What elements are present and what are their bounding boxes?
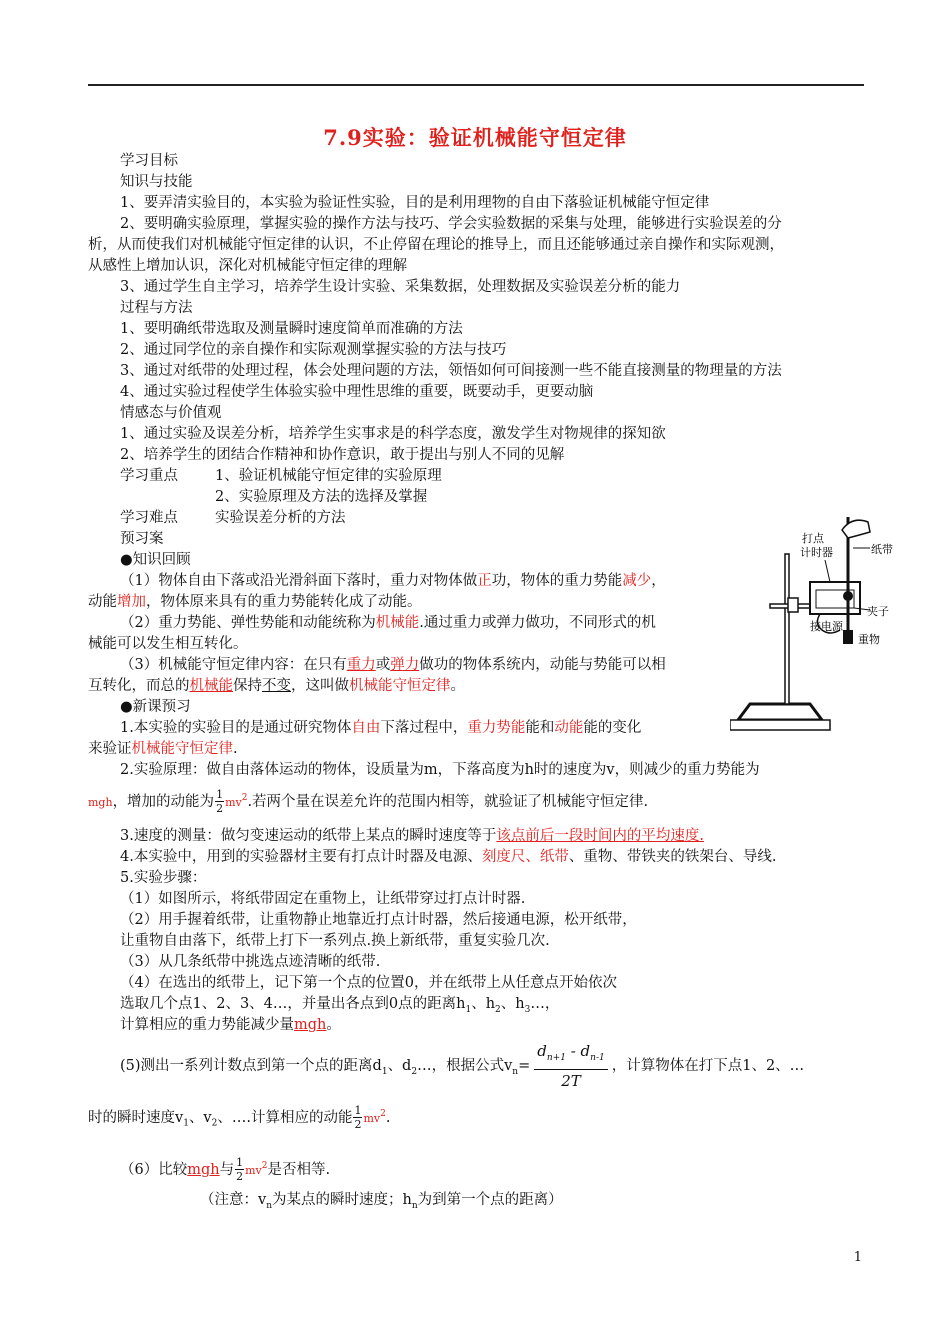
key-point-2: 2、实验原理及方法的选择及掌握 bbox=[215, 489, 428, 505]
objectives-heading: 学习目标 bbox=[120, 153, 178, 169]
emotion-heading: 情感态与价值观 bbox=[120, 405, 222, 421]
knowledge-2c: 从感性上增加认识，深化对机械能守恒定律的理解 bbox=[88, 258, 407, 274]
label-tape: 纸带 bbox=[871, 543, 893, 556]
process-4: 4、通过实验过程使学生体验实验中理性思维的重要，既要动手，更要动脑 bbox=[120, 384, 594, 400]
step-5b: 时的瞬时速度$v_1$、$v_2$、….计算相应的动能 $\frac{1}{2}$ $mv^2$. bbox=[88, 1104, 391, 1132]
process-heading: 过程与方法 bbox=[120, 300, 193, 316]
knowledge-2a: 2、要明确实验原理，掌握实验的操作方法与技巧、学会实验数据的采集与处理，能够进行实验误差的分 bbox=[120, 216, 782, 232]
difficulty-label: 学习难点 bbox=[120, 510, 178, 526]
review-line-6: 互转化，而总的机械能保持不变，这叫做机械能守恒定律。 bbox=[88, 678, 465, 694]
newlesson-3: 3.速度的测量：做匀变速运动的纸带上某点的瞬时速度等于该点前后一段时间内的平均速度. bbox=[120, 828, 704, 844]
step-4b: 选取几个点1、2、3、4…，并量出各点到0点的距离$h_1$、$h_2$、$h_3\dots$， bbox=[120, 996, 560, 1015]
newlesson-heading: ●新课预习 bbox=[120, 699, 191, 715]
process-3: 3、通过对纸带的处理过程，体会处理问题的方法，领悟如何可间接测一些不能直接测量的物理量的方法 bbox=[120, 363, 782, 379]
note: （注意：$v_n$为某点的瞬时速度；$h_n$为到第一个点的距离） bbox=[200, 1192, 563, 1211]
step-1: （1）如图所示，将纸带固定在重物上，让纸带穿过打点计时器. bbox=[120, 891, 526, 907]
velocity-formula: $\frac{d_{n+1} - d_{n-1}}{2T}$ bbox=[534, 1040, 607, 1092]
stand-base bbox=[738, 704, 822, 720]
preview-heading: 预习案 bbox=[120, 531, 164, 547]
half-fraction: $\frac{1}{2}$ bbox=[216, 788, 224, 816]
apparatus-figure bbox=[730, 512, 930, 737]
review-heading: ●知识回顾 bbox=[120, 552, 191, 568]
knowledge-2b: 析，从而使我们对机械能守恒定律的认识，不止停留在理论的推导上，而且还能够通过亲自操作和实际观测， bbox=[88, 237, 784, 253]
half-fraction-3: $\frac{1}{2}$ bbox=[236, 1156, 244, 1184]
newlesson-1a: 1.本实验的实验目的是通过研究物体自由下落过程中，重力势能能和动能能的变化 bbox=[120, 720, 642, 736]
review-line-2: 动能增加，物体原来具有的重力势能转化成了动能。 bbox=[88, 594, 422, 610]
step-4c: 计算相应的重力势能减少量mgh。 bbox=[120, 1017, 341, 1033]
page-title: 7.9实验：验证机械能守恒定律 bbox=[323, 125, 627, 150]
review-line-3: （2）重力势能、弹性势能和动能统称为机械能.通过重力或弹力做功，不同形式的机 bbox=[120, 615, 656, 631]
step-6: （6）比较mgh与 $\frac{1}{2}$ $mv^2$是否相等. bbox=[120, 1156, 331, 1184]
review-line-5: （3）机械能守恒定律内容：在只有重力或弹力做功的物体系统内，动能与势能可以相 bbox=[120, 657, 666, 673]
newlesson-4: 4.本实验中，用到的实验器材主要有打点计时器及电源、刻度尺、纸带、重物、带铁夹的铁架台、导线. bbox=[120, 849, 777, 865]
step-5a: (5)测出一系列计数点到第一个点的距离$d_1$、$d_2\dots$，根据公式$v_n=$ $\frac{d_{n+1} - d_{n-1}}{2T}$ ，计算物体在打下点1、2、… bbox=[120, 1042, 805, 1090]
review-line-4: 械能可以发生相互转化。 bbox=[88, 636, 248, 652]
newlesson-5: 5.实验步骤： bbox=[120, 870, 207, 886]
review-line-1: （1）物体自由下落或沿光滑斜面下落时，重力对物体做正功，物体的重力势能减少， bbox=[120, 573, 666, 589]
label-power: 接电源 bbox=[810, 620, 843, 633]
key-point-1: 1、验证机械能守恒定律的实验原理 bbox=[215, 468, 442, 484]
emotion-1: 1、通过实验及误差分析，培养学生实事求是的科学态度，激发学生对物规律的探知欲 bbox=[120, 426, 666, 442]
half-fraction-2: $\frac{1}{2}$ bbox=[354, 1104, 362, 1132]
knowledge-heading: 知识与技能 bbox=[120, 174, 193, 190]
header-rule bbox=[88, 84, 864, 86]
newlesson-2a: 2.实验原理：做自由落体运动的物体，设质量为m，下落高度为h时的速度为v，则减少的重力势能为 bbox=[120, 762, 760, 778]
page-number: 1 bbox=[853, 1250, 862, 1265]
process-2: 2、通过同学位的亲自操作和实际观测掌握实验的方法与技巧 bbox=[120, 342, 507, 358]
step-3: （3）从几条纸带中挑选点迹清晰的纸带. bbox=[120, 954, 381, 970]
step-4a: （4）在选出的纸带上，记下第一个点的位置0，并在纸带上从任意点开始依次 bbox=[120, 975, 617, 991]
label-weight: 重物 bbox=[858, 633, 880, 646]
newlesson-1b: 来验证机械能守恒定律. bbox=[88, 741, 238, 757]
key-points-label: 学习重点 bbox=[120, 468, 178, 484]
difficulty-text: 实验误差分析的方法 bbox=[215, 510, 346, 526]
weight bbox=[843, 630, 853, 644]
svg-text:计时器: 计时器 bbox=[800, 546, 833, 559]
step-2b: 让重物自由落下，纸带上打下一系列点.换上新纸带，重复实验几次. bbox=[120, 933, 550, 949]
emotion-2: 2、培养学生的团结合作精神和协作意识，敢于提出与别人不同的见解 bbox=[120, 447, 565, 463]
knowledge-3: 3、通过学生自主学习，培养学生设计实验、采集数据，处理数据及实验误差分析的能力 bbox=[120, 279, 681, 295]
step-2a: （2）用手握着纸带，让重物静止地靠近打点计时器，然后接通电源，松开纸带， bbox=[120, 912, 637, 928]
label-clamp: 夹子 bbox=[867, 605, 889, 618]
process-1: 1、要明确纸带选取及测量瞬时速度简单而准确的方法 bbox=[120, 321, 463, 337]
newlesson-2b: mgh，增加的动能为 $\frac{1}{2}$ $mv^2$.若两个量在误差允许的范围内相等，就验证了机械能守恒定律. bbox=[88, 788, 649, 816]
knowledge-1: 1、要弄清实验目的，本实验为验证性实验，目的是利用理物的自由下落验证机械能守恒定律 bbox=[120, 195, 710, 211]
label-timer: 打点 bbox=[802, 532, 824, 545]
stand-rod bbox=[785, 554, 789, 704]
